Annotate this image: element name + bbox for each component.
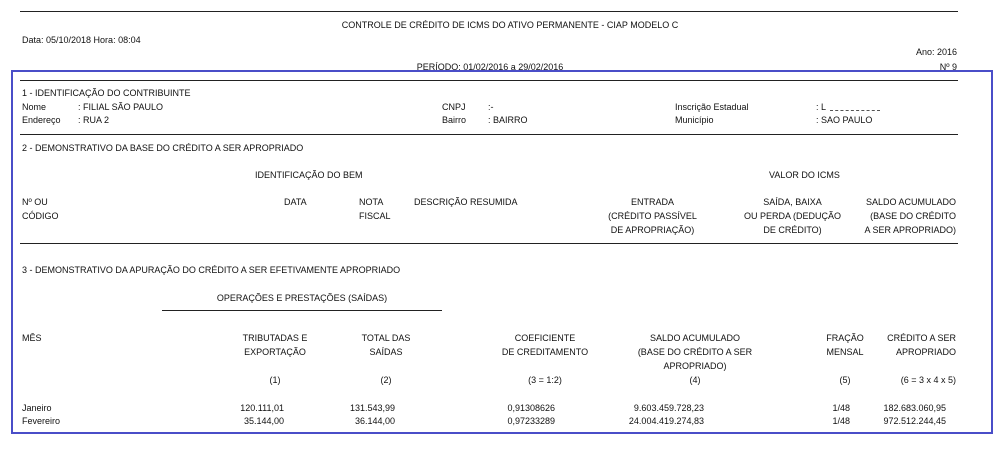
row2-coef: 0,97233289	[507, 416, 555, 426]
operacoes-underline	[162, 310, 442, 311]
col-nota-line1: NOTA	[359, 197, 384, 207]
row2-credito: 972.512.244,45	[883, 416, 946, 426]
col-mes: MÊS	[22, 333, 42, 343]
row1-fracao: 1/48	[832, 403, 850, 413]
col-codigo-line2: CÓDIGO	[22, 211, 59, 221]
operacoes-header: OPERAÇÕES E PRESTAÇÕES (SAÍDAS)	[216, 293, 388, 303]
row1-saldo: 9.603.459.728,23	[633, 403, 704, 413]
col-fracao-line1: FRAÇÃO	[826, 333, 864, 343]
formula-5: (5)	[839, 375, 851, 385]
col-saida-line3: DE CRÉDITO)	[763, 225, 822, 235]
col-saldo3-line2: (BASE DO CRÉDITO A SER	[637, 347, 753, 357]
cnpj-label: CNPJ	[442, 102, 466, 112]
col-saldo3-line3: APROPRIADO)	[663, 361, 727, 371]
col-saldo2-line3: A SER APROPRIADO)	[864, 225, 956, 235]
endereco-label: Endereço	[22, 115, 61, 125]
report-year: Ano: 2016	[915, 47, 957, 57]
endereco-value: : RUA 2	[78, 115, 110, 125]
section1-top-rule	[20, 80, 958, 81]
ie-label: Inscrição Estadual	[675, 102, 749, 112]
col-coef-line1: COEFICIENTE	[514, 333, 576, 343]
row1-tributadas: 120.111,01	[240, 403, 284, 413]
col-tributadas-line2: EXPORTAÇÃO	[244, 347, 306, 357]
col-saida-line1: SAÍDA, BAIXA	[763, 197, 822, 207]
section3-title: 3 - DEMONSTRATIVO DA APURAÇÃO DO CRÉDITO A SER EFETIVAMENTE APROPRIADO	[22, 265, 401, 275]
col-saldo2-line1: SALDO ACUMULADO	[865, 197, 956, 207]
section2-title: 2 - DEMONSTRATIVO DA BASE DO CRÉDITO A SER APROPRIADO	[22, 143, 304, 153]
col-total-line1: TOTAL DAS	[361, 333, 411, 343]
report-period: PERÍODO: 01/02/2016 a 29/02/2016	[416, 62, 564, 72]
nome-value: : FILIAL SÃO PAULO	[78, 102, 164, 112]
row2-tributadas: 35.144,00	[243, 416, 284, 426]
col-nota-line2: FISCAL	[359, 211, 391, 221]
col-credito-line2: APROPRIADO	[895, 347, 956, 357]
col-descricao: DESCRIÇÃO RESUMIDA	[414, 197, 518, 207]
row2-mes: Fevereiro	[22, 416, 61, 426]
col-fracao-line2: MENSAL	[826, 347, 864, 357]
print-date-time: Data: 05/10/2018 Hora: 08:04	[22, 35, 141, 45]
formula-2: (2)	[380, 375, 392, 385]
ie-value: : L	[816, 102, 827, 112]
ie-redaction	[830, 110, 880, 111]
col-saldo3-line1: SALDO ACUMULADO	[649, 333, 741, 343]
municipio-label: Município	[675, 115, 714, 125]
valor-icms-header: VALOR DO ICMS	[769, 170, 840, 180]
report-title: CONTROLE DE CRÉDITO DE ICMS DO ATIVO PERMANENTE - CIAP MODELO C	[341, 20, 679, 30]
nome-label: Nome	[22, 102, 47, 112]
row2-saldo: 24.004.419.274,83	[628, 416, 704, 426]
col-tributadas-line1: TRIBUTADAS E	[242, 333, 308, 343]
row1-coef: 0,91308626	[507, 403, 555, 413]
col-coef-line2: DE CREDITAMENTO	[501, 347, 589, 357]
bairro-value: : BAIRRO	[488, 115, 528, 125]
col-entrada-line2: (CRÉDITO PASSÍVEL	[608, 211, 697, 221]
col-saldo2-line2: (BASE DO CRÉDITO	[870, 211, 956, 221]
section2-bottom-rule	[20, 243, 958, 244]
row2-fracao: 1/48	[832, 416, 850, 426]
col-credito-line1: CRÉDITO A SER	[887, 333, 956, 343]
formula-6: (6 = 3 x 4 x 5)	[900, 375, 956, 385]
cnpj-value: :-	[488, 102, 494, 112]
col-saida-line2: OU PERDA (DEDUÇÃO	[743, 211, 841, 221]
formula-3: (3 = 1:2)	[528, 375, 562, 385]
section1-bottom-rule	[20, 134, 958, 135]
col-total-line2: SAÍDAS	[369, 347, 403, 357]
row2-total: 36.144,00	[354, 416, 395, 426]
formula-1: (1)	[269, 375, 281, 385]
top-rule	[20, 11, 958, 12]
col-codigo-line1: Nº OU	[22, 197, 48, 207]
col-data: DATA	[284, 197, 307, 207]
row1-total: 131.543,99	[349, 403, 395, 413]
col-entrada-line3: DE APROPRIAÇÃO)	[610, 225, 695, 235]
municipio-value: : SAO PAULO	[816, 115, 873, 125]
report-number: Nº 9	[939, 62, 957, 72]
identificacao-bem-header: IDENTIFICAÇÃO DO BEM	[255, 170, 363, 180]
row1-credito: 182.683.060,95	[883, 403, 946, 413]
row1-mes: Janeiro	[22, 403, 52, 413]
formula-4: (4)	[689, 375, 701, 385]
section1-title: 1 - IDENTIFICAÇÃO DO CONTRIBUINTE	[22, 88, 191, 98]
bairro-label: Bairro	[442, 115, 467, 125]
col-entrada-line1: ENTRADA	[630, 197, 674, 207]
